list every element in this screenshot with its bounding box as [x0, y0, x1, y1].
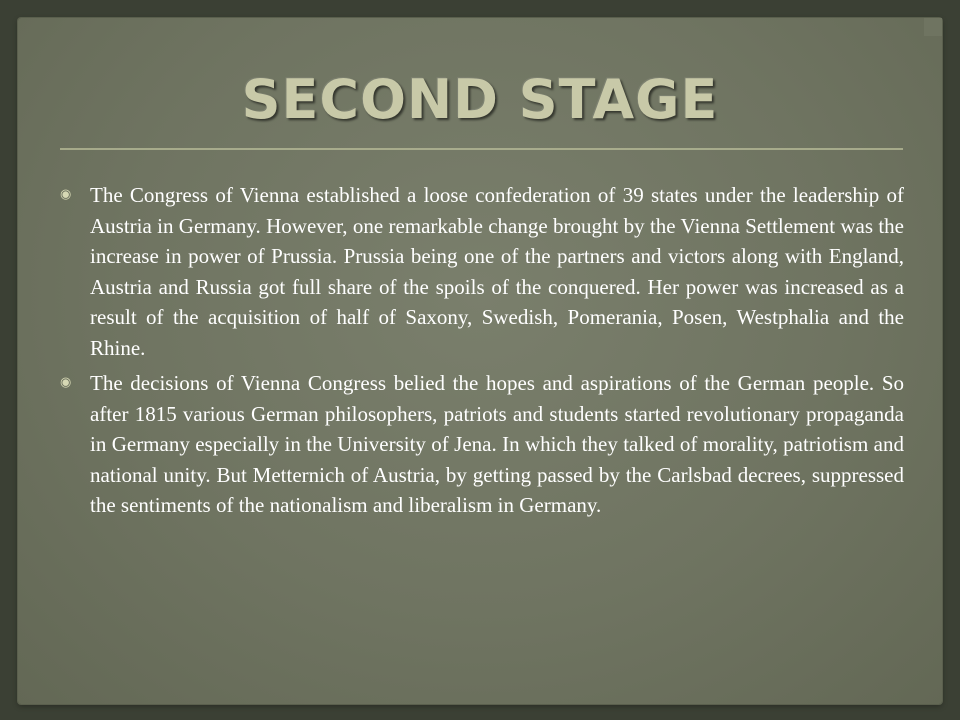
- bullet-text: The Congress of Vienna established a loose confederation of 39 states under the leadership of Austria in Germany. However, one remarkable change brought by the Vienna Settlement was the increase in power of Prussia. Prussia being one of the partners and victors along with England, Austria and Russia got full share of the spoils of the conquered. Her power was increased as a result of the acquisition of half of Saxony, Swedish, Pomerania, Posen, Westphalia and the Rhine.: [90, 183, 904, 360]
- target-bullet-icon: ◉: [60, 375, 72, 390]
- bullet-list: [60, 180, 904, 526]
- bullet-item: [60, 368, 904, 521]
- slide-title: SECOND STAGE: [241, 68, 719, 131]
- corner-accent: [924, 18, 942, 36]
- title-divider: [60, 148, 903, 150]
- bullet-item: [60, 180, 904, 363]
- target-bullet-icon: ◉: [60, 187, 72, 202]
- bullet-text: The decisions of Vienna Congress belied the hopes and aspirations of the German people. So after 1815 various German philosophers, patriots and students started revolutionary propaganda in Germany especially in the University of Jena. In which they talked of morality, patriotism and national unity. But Metternich of Austria, by getting passed by the Carlsbad decrees, suppressed the sentiments of the nationalism and liberalism in Germany.: [90, 371, 904, 517]
